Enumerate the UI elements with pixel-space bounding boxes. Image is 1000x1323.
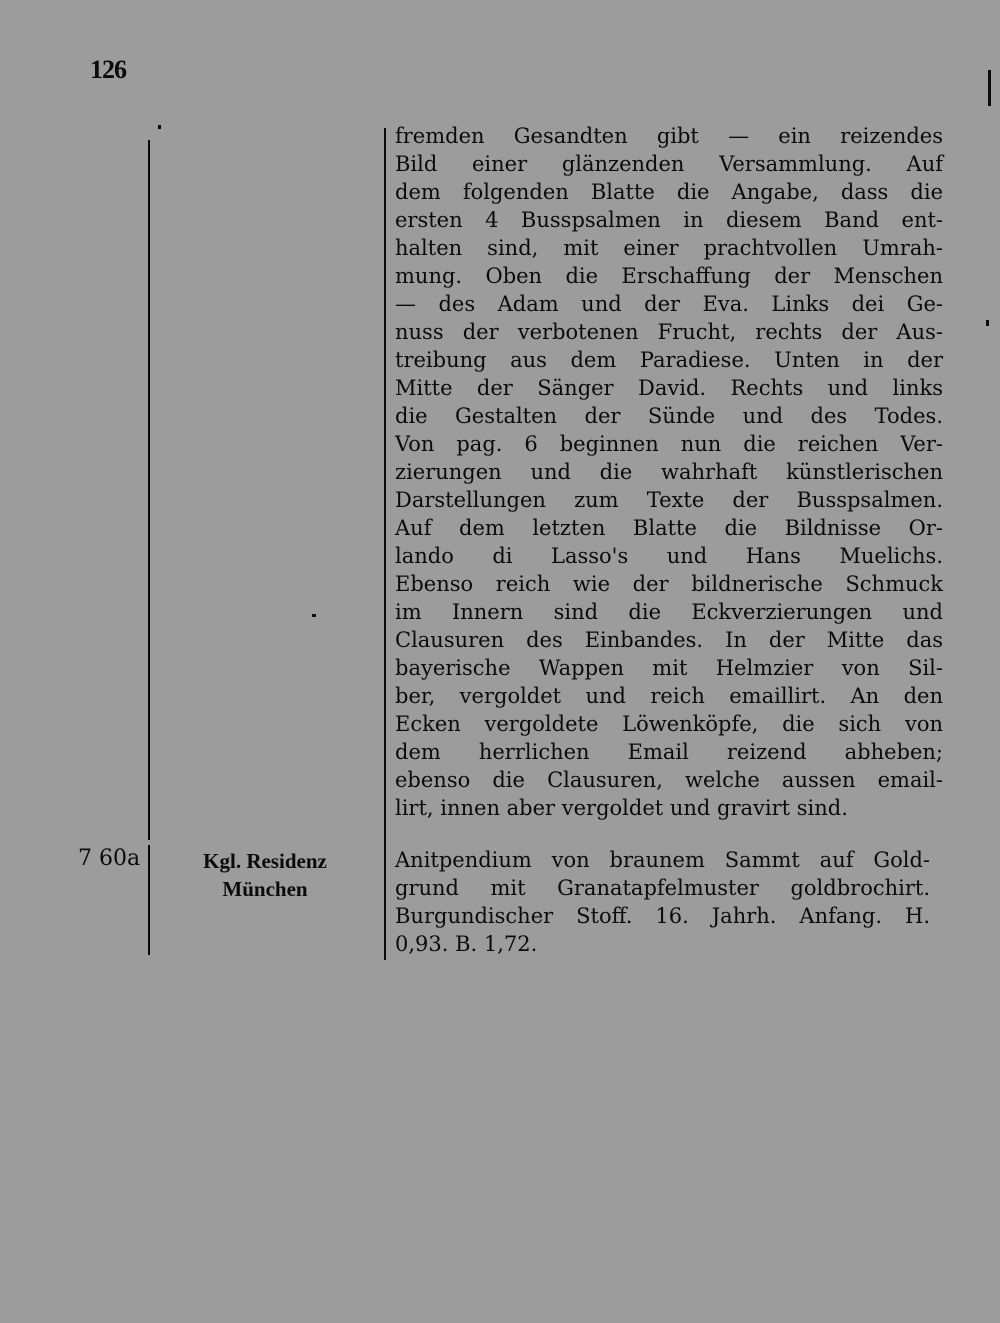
right-column-rule bbox=[384, 128, 386, 960]
text-line: ber, vergoldet und reich emaillirt. An den bbox=[395, 684, 943, 708]
text-line: zierungen und die wahrhaft künstlerischen bbox=[395, 460, 943, 484]
ink-speck bbox=[986, 320, 989, 326]
text-line: Von pag. 6 beginnen nun die reichen Ver- bbox=[395, 432, 943, 456]
text-line: nuss der verbotenen Frucht, rechts der Aus- bbox=[395, 320, 943, 344]
entry-location bbox=[170, 847, 360, 903]
page-number: 126 bbox=[90, 55, 126, 84]
text-line: grund mit Granatapfelmuster goldbrochirt. bbox=[395, 876, 930, 900]
text-line: — des Adam und der Eva. Links dei Ge- bbox=[395, 292, 943, 316]
entry-description bbox=[395, 846, 930, 958]
ink-speck bbox=[312, 614, 316, 617]
text-line: bayerische Wappen mit Helmzier von Sil- bbox=[395, 656, 943, 680]
left-column-rule bbox=[148, 140, 150, 840]
text-line: Anitpendium von braunem Sammt auf Gold- bbox=[395, 848, 930, 872]
text-line: Burgundischer Stoff. 16. Jahrh. Anfang. H. bbox=[395, 904, 930, 928]
text-line: mung. Oben die Erschaffung der Menschen bbox=[395, 264, 943, 288]
location-line: München bbox=[222, 877, 308, 901]
page-edge-mark bbox=[988, 70, 991, 106]
text-line: im Innern sind die Eckverzierungen und bbox=[395, 600, 943, 624]
entry-number: 7 60a bbox=[78, 846, 141, 871]
text-line: ersten 4 Busspsalmen in diesem Band ent- bbox=[395, 208, 943, 232]
text-line: Ebenso reich wie der bildnerische Schmuck bbox=[395, 572, 943, 596]
text-line: Clausuren des Einbandes. In der Mitte das bbox=[395, 628, 943, 652]
text-line: halten sind, mit einer prachtvollen Umrah- bbox=[395, 236, 943, 260]
left-column-rule-lower bbox=[148, 845, 150, 955]
text-line: dem folgenden Blatte die Angabe, dass die bbox=[395, 180, 943, 204]
text-line: lando di Lasso's und Hans Muelichs. bbox=[395, 544, 943, 568]
text-line: Mitte der Sänger David. Rechts und links bbox=[395, 376, 943, 400]
text-line: ebenso die Clausuren, welche aussen email- bbox=[395, 768, 943, 792]
text-line: lirt, innen aber vergoldet und gravirt sind. bbox=[395, 796, 848, 820]
text-line: Darstellungen zum Texte der Busspsalmen. bbox=[395, 488, 943, 512]
text-line: die Gestalten der Sünde und des Todes. bbox=[395, 404, 943, 428]
text-line: Bild einer glänzenden Versammlung. Auf bbox=[395, 152, 943, 176]
text-line: dem herrlichen Email reizend abheben; bbox=[395, 740, 943, 764]
text-line: fremden Gesandten gibt — ein reizendes bbox=[395, 124, 943, 148]
text-line: Auf dem letzten Blatte die Bildnisse Or- bbox=[395, 516, 943, 540]
location-line: Kgl. Residenz bbox=[203, 849, 327, 873]
entry-description-continued bbox=[395, 122, 943, 822]
text-line: Ecken vergoldete Löwenköpfe, die sich von bbox=[395, 712, 943, 736]
text-line: 0,93. B. 1,72. bbox=[395, 932, 538, 956]
ink-speck bbox=[158, 125, 161, 129]
text-line: treibung aus dem Paradiese. Unten in der bbox=[395, 348, 943, 372]
